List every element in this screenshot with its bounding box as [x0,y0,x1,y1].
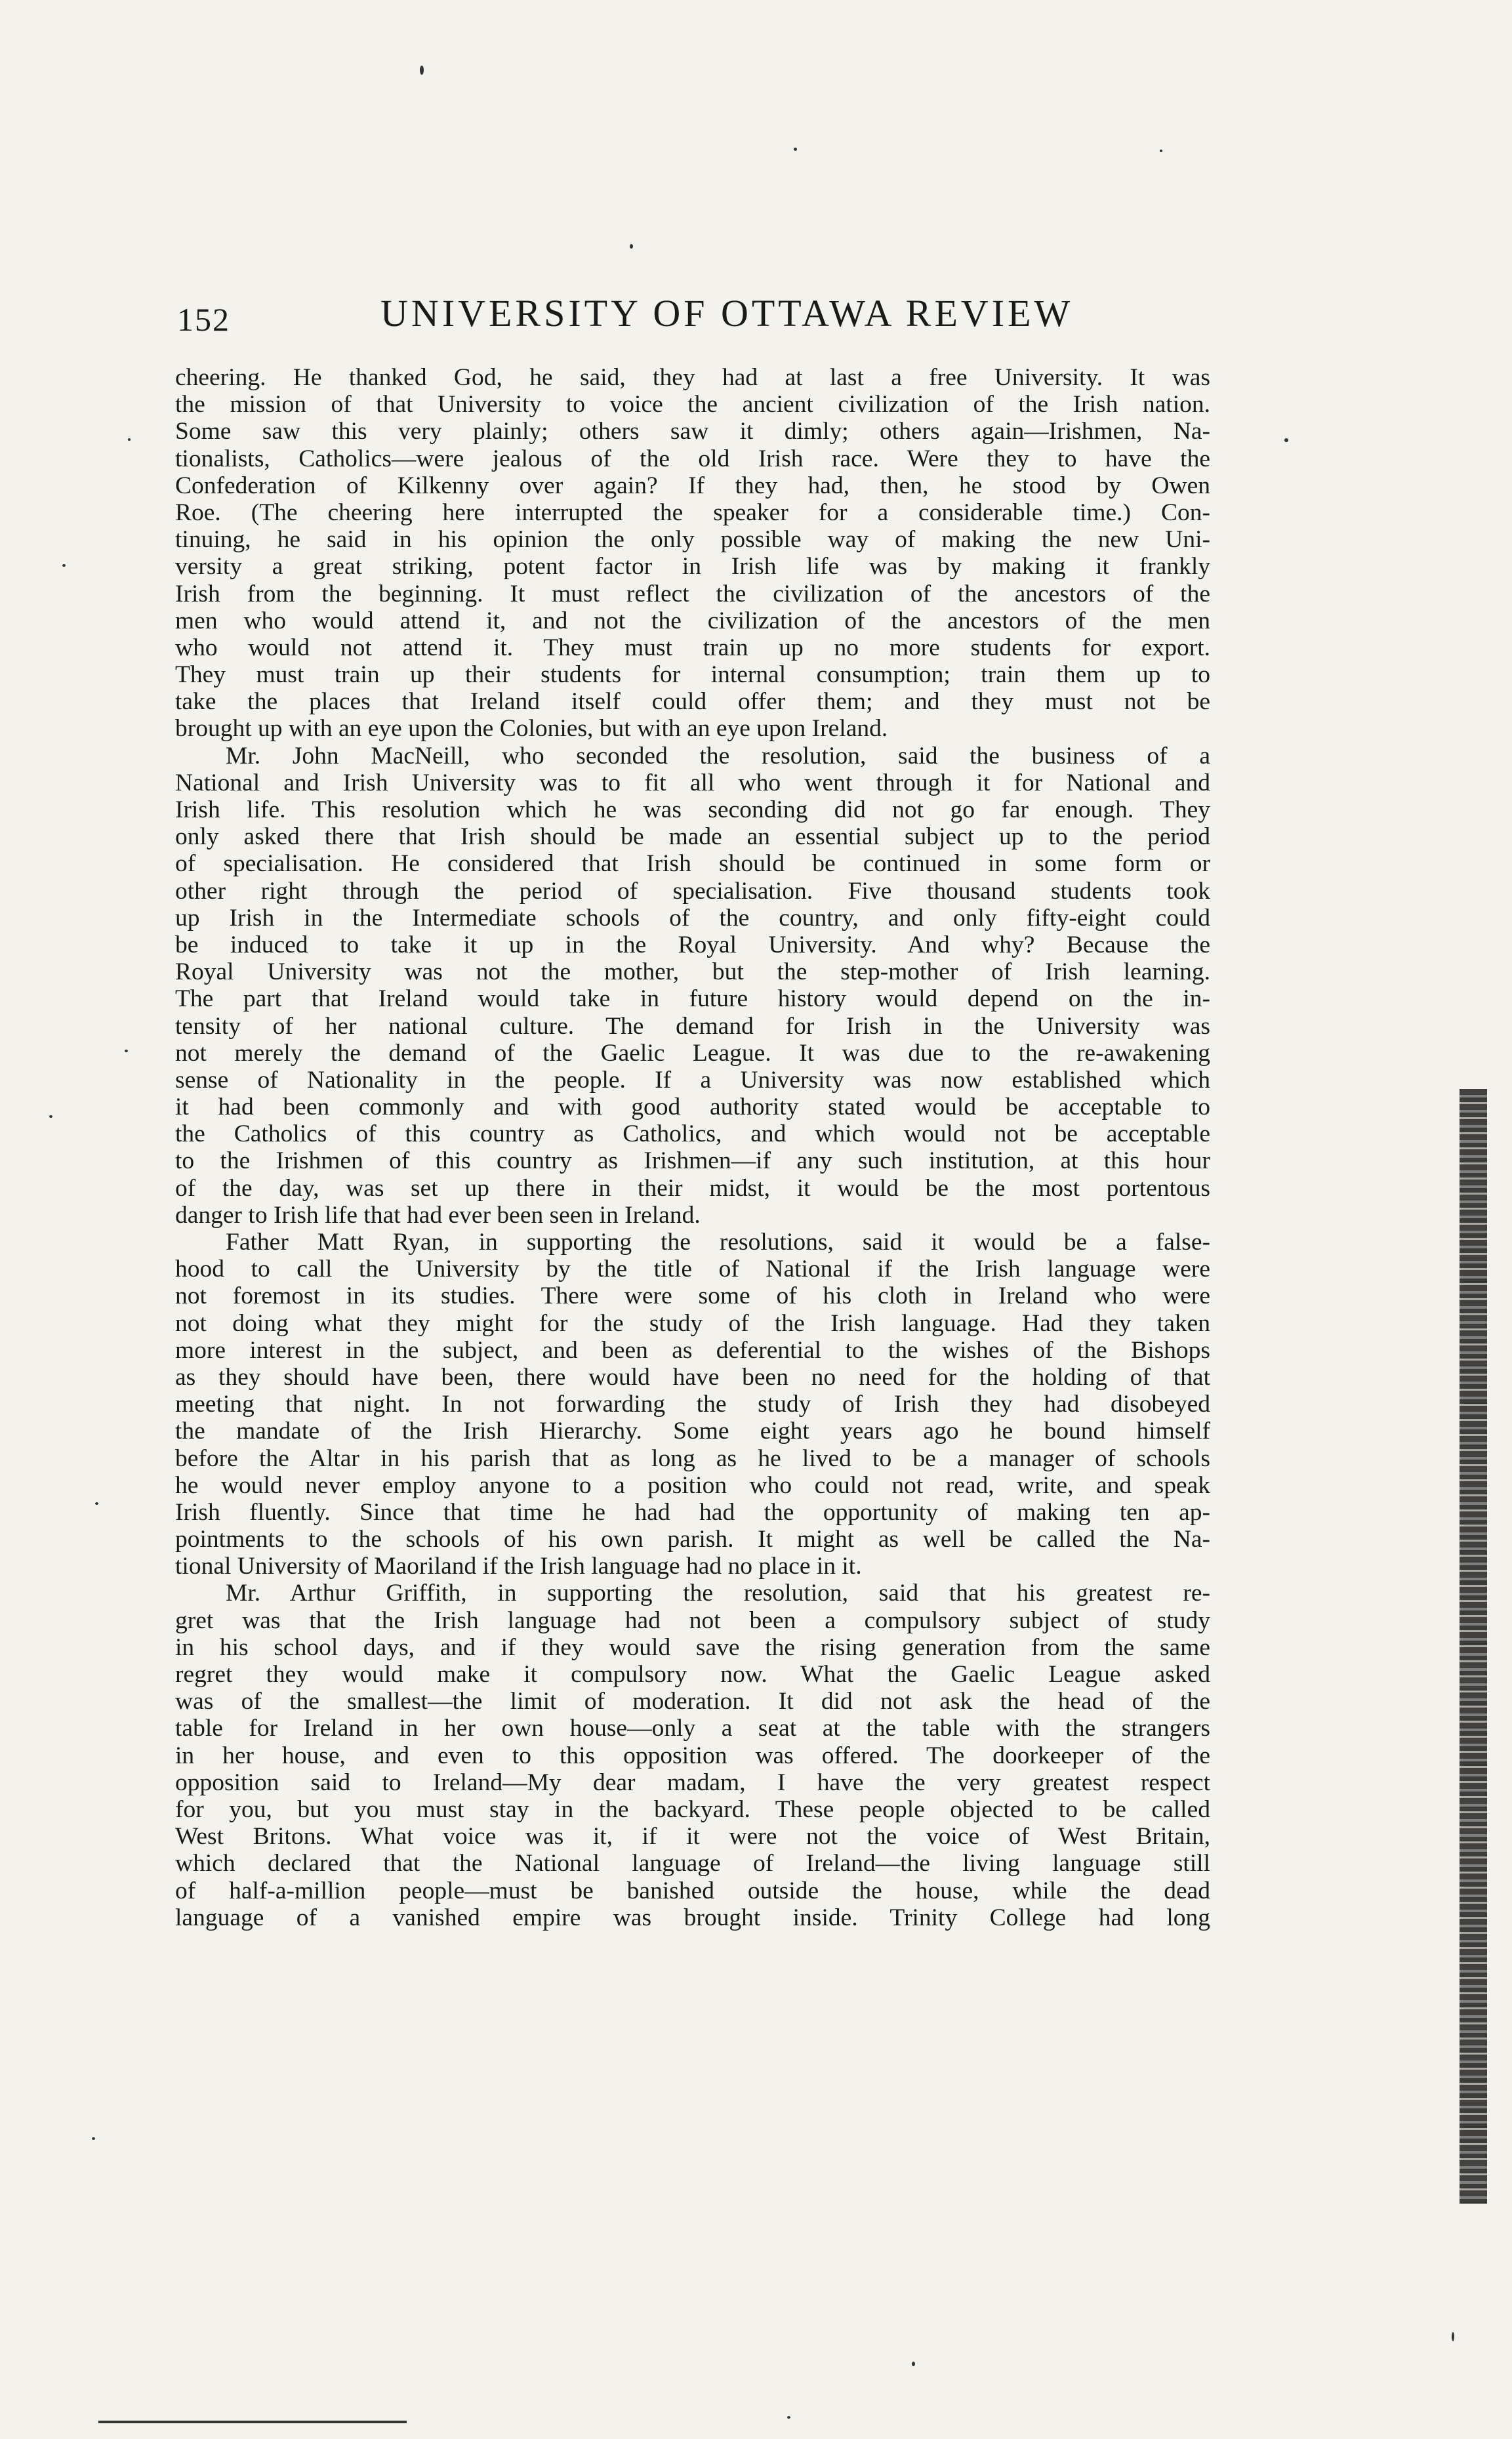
scan-bottom-line [98,2421,407,2423]
text-line: who would not attend it. They must train up no more students for export. [175,634,1210,661]
scan-edge-shadow [1460,1089,1487,2204]
text-line: versity a great striking, potent factor in Irish life was by making it frankly [175,553,1210,581]
text-line: take the places that Ireland itself could offer them; and they must not be [175,688,1210,716]
text-line: before the Altar in his parish that as long as he lived to be a manager of schools [175,1445,1210,1472]
scan-speck [62,564,66,567]
text-line: of half-a-million people—must be banished outside the house, while the dead [175,1877,1210,1904]
text-line: Royal University was not the mother, but the step-mother of Irish learning. [175,958,1210,986]
text-line: language of a vanished empire was brought inside. Trinity College had long [175,1904,1210,1931]
text-line: in his school days, and if they would save the rising generation from the same [175,1633,1210,1661]
text-line: Irish life. This resolution which he was seconding did not go far enough. They [175,796,1210,823]
text-line: which declared that the National language of Ireland—the living language still [175,1850,1210,1877]
text-line: the Catholics of this country as Catholics, and which would not be acceptable [175,1120,1210,1148]
text-line: regret they would make it compulsory now. What the Gaelic League asked [175,1661,1210,1688]
text-line: other right through the period of specialisation. Five thousand students took [175,877,1210,905]
text-line: opposition said to Ireland—My dear madam, I have the very greatest respect [175,1769,1210,1796]
text-line: danger to Irish life that had ever been seen in Ireland. [175,1201,701,1229]
text-line: not doing what they might for the study of the Irish language. Had they taken [175,1309,1210,1337]
running-title: UNIVERSITY OF OTTAWA REVIEW [380,292,1074,335]
text-line: of the day, was set up there in their midst, it would be the most portentous [175,1174,1210,1202]
text-line: in her house, and even to this opposition was offered. The doorkeeper of the [175,1742,1210,1769]
text-line: Mr. John MacNeill, who seconded the resolution, said the business of a [226,742,1210,769]
text-line: They must train up their students for internal consumption; train them up to [175,661,1210,689]
scan-speck [787,2416,790,2419]
scan-speck [794,148,797,151]
text-line: National and Irish University was to fit all who went through it for National and [175,769,1210,796]
scan-speck [1160,150,1162,152]
scan-speck [49,1115,52,1118]
text-line: tinuing, he said in his opinion the only possible way of making the new Uni- [175,526,1210,554]
text-line: to the Irishmen of this country as Irishmen—if any such institution, at this hour [175,1147,1210,1175]
text-line: cheering. He thanked God, he said, they had at last a free University. It was [175,364,1210,391]
text-line: be induced to take it up in the Royal University. And why? Because the [175,931,1210,958]
text-line: gret was that the Irish language had not been a compulsory subject of study [175,1607,1210,1634]
text-line: was of the smallest—the limit of moderation. It did not ask the head of the [175,1688,1210,1715]
text-line: Confederation of Kilkenny over again? If they had, then, he stood by Owen [175,472,1210,499]
scan-speck [125,1050,128,1052]
text-line: Irish from the beginning. It must reflect the civilization of the ancestors of the [175,580,1210,607]
text-line: it had been commonly and with good authority stated would be acceptable to [175,1094,1210,1121]
text-line: pointments to the schools of his own parish. It might as well be called the Na- [175,1526,1210,1553]
text-line: as they should have been, there would have been no need for the holding of that [175,1363,1210,1391]
text-line: table for Ireland in her own house—only a seat at the table with the strangers [175,1715,1210,1742]
body-text [175,364,1210,1931]
text-line: only asked there that Irish should be made an essential subject up to the period [175,823,1210,851]
text-line: of specialisation. He considered that Irish should be continued in some form or [175,850,1210,878]
text-line: for you, but you must stay in the backyard. These people objected to be called [175,1795,1210,1823]
scan-speck [128,438,131,441]
text-line: tensity of her national culture. The demand for Irish in the University was [175,1012,1210,1040]
text-line: not foremost in its studies. There were some of his cloth in Ireland who were [175,1282,1210,1310]
scan-speck [92,2137,95,2140]
text-line: sense of Nationality in the people. If a University was now established which [175,1066,1210,1094]
text-line: men who would attend it, and not the civilization of the ancestors of the men [175,607,1210,634]
text-line: the mandate of the Irish Hierarchy. Some eight years ago he bound himself [175,1418,1210,1445]
text-line: Some saw this very plainly; others saw it dimly; others again—Irishmen, Na- [175,418,1210,445]
scan-speck [1284,438,1288,442]
text-line: meeting that night. In not forwarding the study of Irish they had disobeyed [175,1391,1210,1418]
scan-speck [630,244,633,249]
text-line: he would never employ anyone to a position who could not read, write, and speak [175,1471,1210,1499]
text-line: West Britons. What voice was it, if it were not the voice of West Britain, [175,1823,1210,1851]
text-line: Father Matt Ryan, in supporting the resolutions, said it would be a false- [226,1229,1210,1256]
text-line: Roe. (The cheering here interrupted the speaker for a considerable time.) Con- [175,499,1210,526]
text-line: brought up with an eye upon the Colonies, but with an eye upon Ireland. [175,715,888,743]
text-line: more interest in the subject, and been as deferential to the wishes of the Bishops [175,1336,1210,1364]
scan-speck [420,66,424,75]
page-header [177,289,1214,341]
text-line: the mission of that University to voice the ancient civilization of the Irish nation. [175,391,1210,419]
text-line: Mr. Arthur Griffith, in supporting the resolution, said that his greatest re- [226,1580,1210,1607]
text-line: not merely the demand of the Gaelic League. It was due to the re-awakening [175,1039,1210,1067]
text-line: Irish fluently. Since that time he had had the opportunity of making ten ap- [175,1498,1210,1526]
page-number: 152 [177,301,230,338]
text-line: tional University of Maoriland if the Irish language had no place in it. [175,1553,862,1580]
scan-speck [95,1502,98,1505]
text-line: up Irish in the Intermediate schools of the country, and only fifty-eight could [175,904,1210,932]
text-line: hood to call the University by the title of National if the Irish language were [175,1256,1210,1283]
text-line: The part that Ireland would take in future history would depend on the in- [175,985,1210,1013]
text-line: tionalists, Catholics—were jealous of the old Irish race. Were they to have the [175,445,1210,472]
scan-speck [1452,2332,1454,2341]
scan-speck [912,2362,915,2366]
